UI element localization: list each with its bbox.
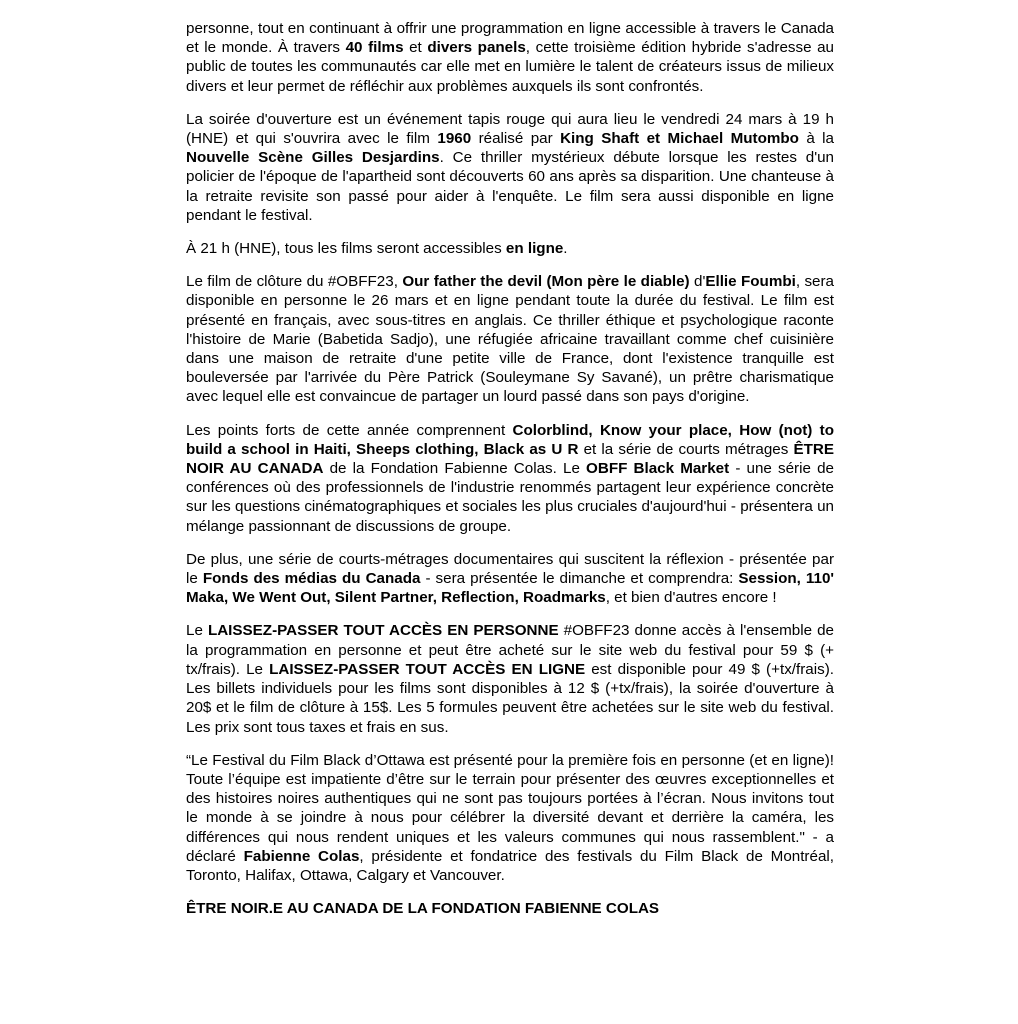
- paragraph-text: .: [563, 240, 568, 258]
- paragraph-text: , présidente et fondatrice des festivals du Film Black de Montréal, Toronto, Halifax, Ottawa, Calgary et Vancouver.: [186, 847, 834, 884]
- paragraph: [186, 621, 834, 736]
- paragraph-text: #OBFF23 donne accès à l'ensemble de la programmation en personne et peut être acheté sur le site web du festival pour 59 $ (+ tx/frais). Le: [186, 622, 835, 678]
- paragraph-text: à la: [798, 130, 835, 148]
- section-heading: ÊTRE NOIR.E AU CANADA DE LA FONDATION FABIENNE COLAS: [186, 900, 660, 918]
- document-page: [186, 19, 834, 918]
- paragraph: [186, 550, 834, 608]
- paragraph-text: “Le Festival du Film Black d’Ottawa est présenté pour la première fois en personne (et en ligne)! Toute l’équipe est impatiente d’être sur le terrain pour présenter des œuvres exceptionnelles et des histoires noires authentiques qui ne sont pas toujours portées à l’écran. Nous invitons tout le monde à se joindre à nous pour célébrer la diversité devant et derrière la caméra, les différences qui nous rendent uniques et les valeurs communes qui nous rassemblent." - a déclaré: [186, 751, 834, 865]
- paragraph-text: À 21 h (HNE), tous les films seront accessibles: [186, 240, 506, 258]
- paragraph-text: Les points forts de cette année comprennent: [186, 421, 513, 439]
- bold-text: Our father the devil (Mon père le diable): [402, 273, 690, 291]
- paragraph-text: de la Fondation Fabienne Colas. Le: [323, 460, 587, 478]
- paragraph: [186, 751, 834, 885]
- paragraph-text: - sera présentée le dimanche et comprendra:: [420, 570, 739, 588]
- paragraph-text: , sera disponible en personne le 26 mars et en ligne pendant toute la durée du festival. Le film est présenté en français, avec sous-titres en anglais. Ce thriller éthique et psychologique raconte l'histoire de Marie (Babetida Sadjo), une réfugiée africaine travaillant comme chef cuisinière dans une maison de retraite d'une petite ville de France, dont l'existence tranquille est bouleversée par l'arrivée du Père Patrick (Souleymane Sy Savané), un prêtre charismatique avec lequel elle est convaincue de partager un lourd passé dans son pays d'origine.: [186, 273, 834, 406]
- paragraph-text: d': [689, 273, 706, 291]
- paragraph-text: réalisé par: [471, 130, 561, 148]
- paragraph-text: Le: [186, 622, 208, 640]
- paragraph-text: La soirée d'ouverture est un événement tapis rouge qui aura lieu le vendredi 24 mars à 19 h (HNE) et qui s'ouvrira avec le film: [186, 110, 834, 148]
- paragraph: [186, 272, 834, 406]
- paragraph-text: - une série de conférences où des professionnels de l'industrie renommés partagent leur expérience concrète sur les questions cinématographiques et sociales les plus cruciales d'aujourd'hui - présentera un mélange passionnant de discussions de groupe.: [186, 460, 834, 535]
- bold-text: King Shaft et Michael Mutombo: [560, 130, 799, 148]
- bold-text: divers panels: [427, 39, 526, 57]
- paragraph-text: est disponible pour 49 $ (+tx/frais). Les billets individuels pour les films sont disponibles à 12 $ (+tx/frais), la soirée d'ouverture à 20$ et le film de clôture à 15$. Les 5 formules peuvent être achetées sur le site web du festival. Les prix sont tous taxes et frais en sus.: [186, 660, 834, 736]
- bold-text: Nouvelle Scène Gilles Desjardins: [186, 149, 440, 167]
- bold-text: OBFF Black Market: [586, 460, 730, 478]
- paragraph-text: Le film de clôture du #OBFF23,: [186, 273, 403, 291]
- paragraph: [186, 110, 834, 225]
- bold-text: Ellie Foumbi: [705, 273, 796, 291]
- bold-text: Colorblind, Know your place, How (not) to build a school in Haiti, Sheeps clothing, Black as U R: [186, 421, 834, 458]
- bold-text: Session, 110' Maka, We Went Out, Silent Partner, Reflection, Roadmarks: [186, 570, 835, 607]
- bold-text: LAISSEZ-PASSER TOUT ACCÈS EN PERSONNE: [207, 622, 559, 640]
- paragraph-text: De plus, une série de courts-métrages documentaires qui suscitent la réflexion - présentée par le: [186, 550, 834, 588]
- paragraph-text: , cette troisième édition hybride s'adresse au public de toutes les communautés car elle met en lumière le talent de créateurs issus de milieux divers et leur permet de réfléchir aux problèmes auxquels ils sont confrontés.: [186, 39, 835, 95]
- bold-text: 40 films: [345, 39, 404, 57]
- paragraph-text: personne, tout en continuant à offrir une programmation en ligne accessible à travers le Canada et le monde. À travers: [186, 20, 834, 57]
- bold-text: LAISSEZ-PASSER TOUT ACCÈS EN LIGNE: [269, 660, 586, 678]
- paragraph: [186, 421, 834, 536]
- paragraph-text: et: [403, 39, 428, 57]
- document-body: [186, 19, 834, 885]
- bold-text: en ligne: [505, 240, 564, 258]
- bold-text: Fonds des médias du Canada: [202, 570, 421, 588]
- bold-text: ÊTRE NOIR AU CANADA: [186, 440, 834, 478]
- bold-text: 1960: [437, 130, 472, 148]
- paragraph-text: et la série de courts métrages: [578, 440, 794, 458]
- paragraph-text: , et bien d'autres encore !: [605, 589, 777, 607]
- paragraph: [186, 239, 834, 258]
- paragraph-text: . Ce thriller mystérieux débute lorsque les restes d'un policier de l'époque de l'apartheid sont découverts 60 ans après sa disparition. Une chanteuse à la retraite revisite son passé pour aider à l'enquête. Le film sera aussi disponible en ligne pendant le festival.: [186, 149, 834, 224]
- paragraph: [186, 19, 834, 96]
- bold-text: Fabienne Colas: [243, 847, 360, 865]
